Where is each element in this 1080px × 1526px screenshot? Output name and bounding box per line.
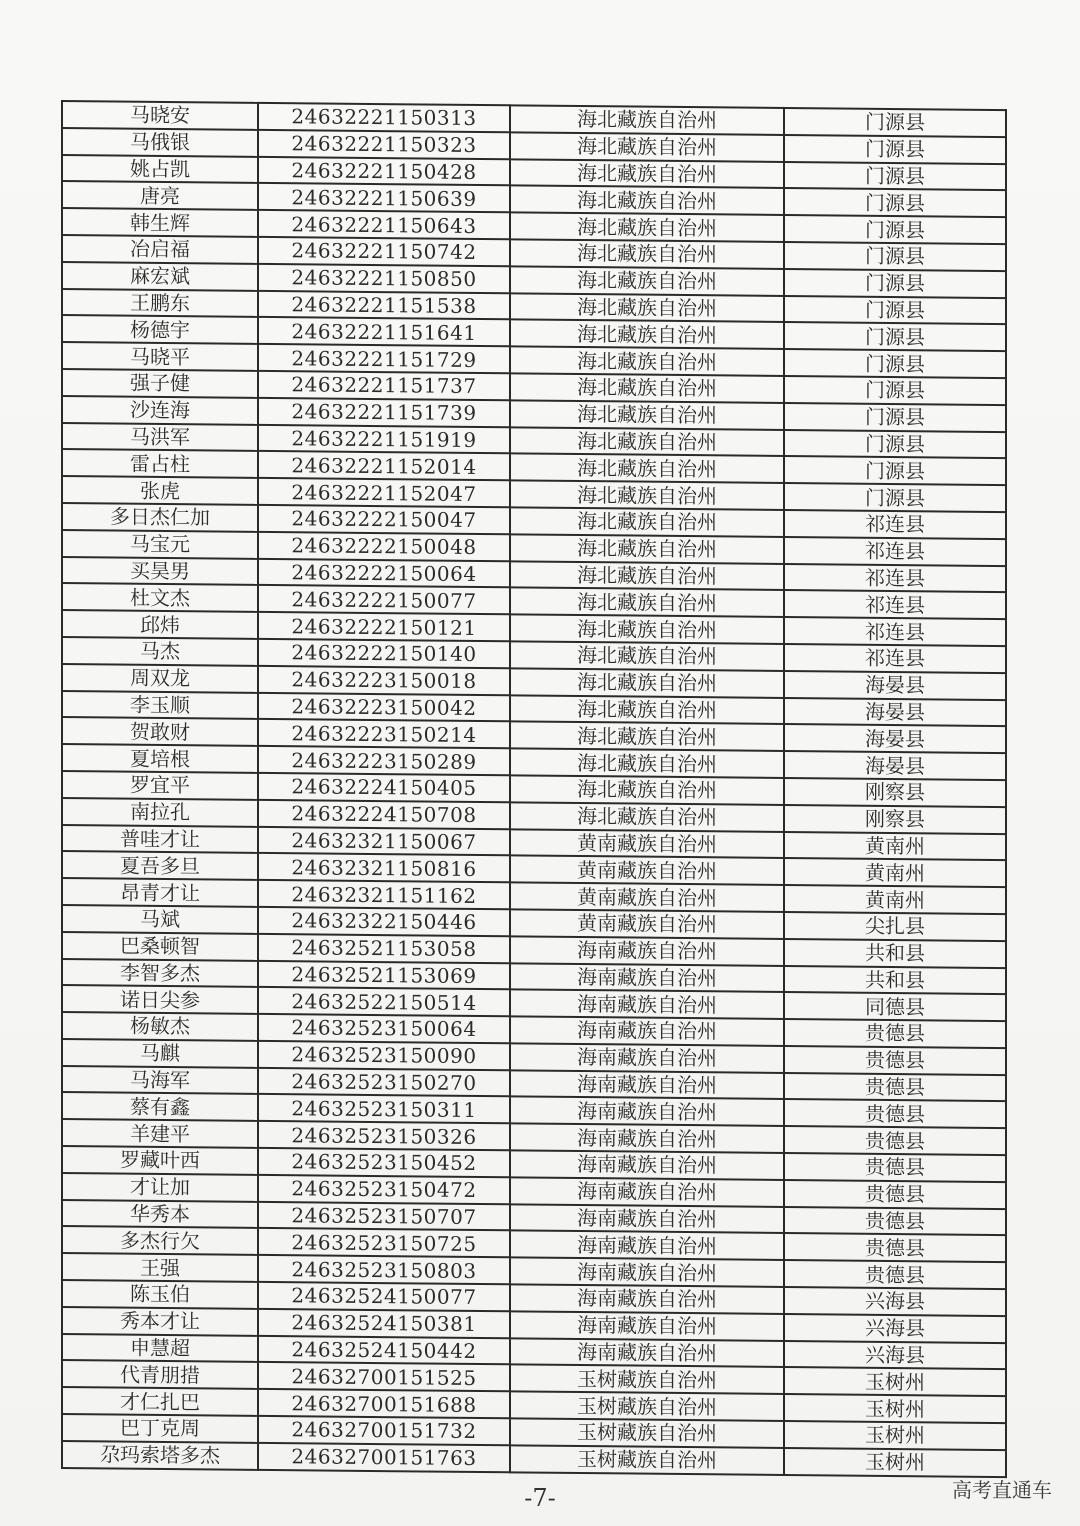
exam-id-cell: 24632523150452 xyxy=(258,1148,510,1177)
prefecture-cell: 玉树藏族自治州 xyxy=(510,1418,784,1447)
exam-id-cell: 24632522150514 xyxy=(258,987,510,1016)
name-cell: 才让加 xyxy=(62,1173,258,1202)
exam-id-cell: 24632222150121 xyxy=(258,612,510,641)
prefecture-cell: 海南藏族自治州 xyxy=(510,1338,784,1367)
exam-id-cell: 24632523150270 xyxy=(258,1068,510,1097)
county-cell: 玉树州 xyxy=(784,1367,1006,1396)
exam-id-cell: 24632221151737 xyxy=(258,371,510,400)
prefecture-cell: 海北藏族自治州 xyxy=(510,507,784,536)
county-cell: 祁连县 xyxy=(784,537,1006,566)
name-cell: 多杰行欠 xyxy=(62,1226,258,1255)
prefecture-cell: 海北藏族自治州 xyxy=(510,373,784,402)
exam-id-cell: 24632523150311 xyxy=(258,1094,510,1123)
name-cell: 沙连海 xyxy=(62,396,258,425)
exam-id-cell: 24632523150472 xyxy=(258,1175,510,1204)
name-cell: 普哇才让 xyxy=(62,825,258,854)
county-cell: 贵德县 xyxy=(784,1260,1006,1289)
exam-id-cell: 24632524150077 xyxy=(258,1282,510,1311)
county-cell: 门源县 xyxy=(784,215,1006,244)
watermark: 高考直通车 xyxy=(952,1478,1052,1502)
prefecture-cell: 海南藏族自治州 xyxy=(510,963,784,992)
county-cell: 共和县 xyxy=(784,965,1006,994)
name-cell: 昂青才让 xyxy=(62,878,258,907)
exam-id-cell: 24632523150803 xyxy=(258,1255,510,1284)
prefecture-cell: 海南藏族自治州 xyxy=(510,1284,784,1313)
name-cell: 买昊男 xyxy=(62,557,258,586)
county-cell: 海晏县 xyxy=(784,671,1006,700)
prefecture-cell: 海南藏族自治州 xyxy=(510,1070,784,1099)
exam-id-cell: 24632223150214 xyxy=(258,719,510,748)
name-cell: 尕玛索塔多杰 xyxy=(62,1441,258,1470)
name-cell: 韩生辉 xyxy=(62,208,258,237)
county-cell: 海晏县 xyxy=(784,751,1006,780)
prefecture-cell: 海南藏族自治州 xyxy=(510,936,784,965)
exam-id-cell: 24632524150442 xyxy=(258,1336,510,1365)
prefecture-cell: 海南藏族自治州 xyxy=(510,1043,784,1072)
exam-id-cell: 24632222150064 xyxy=(258,558,510,587)
county-cell: 海晏县 xyxy=(784,697,1006,726)
county-cell: 兴海县 xyxy=(784,1314,1006,1343)
county-cell: 贵德县 xyxy=(784,1207,1006,1236)
name-cell: 马海军 xyxy=(62,1066,258,1095)
name-cell: 罗藏叶西 xyxy=(62,1146,258,1175)
prefecture-cell: 海北藏族自治州 xyxy=(510,239,784,268)
name-cell: 马俄银 xyxy=(62,128,258,157)
prefecture-cell: 海南藏族自治州 xyxy=(510,1124,784,1153)
roster-body xyxy=(62,101,1006,1477)
exam-id-cell: 24632523150707 xyxy=(258,1202,510,1231)
name-cell: 才仁扎巴 xyxy=(62,1387,258,1416)
name-cell: 冶启福 xyxy=(62,235,258,264)
county-cell: 贵德县 xyxy=(784,1019,1006,1048)
name-cell: 邱炜 xyxy=(62,610,258,639)
name-cell: 羊建平 xyxy=(62,1119,258,1148)
county-cell: 门源县 xyxy=(784,322,1006,351)
county-cell: 刚察县 xyxy=(784,778,1006,807)
county-cell: 刚察县 xyxy=(784,805,1006,834)
prefecture-cell: 海北藏族自治州 xyxy=(510,159,784,188)
exam-id-cell: 24632221151641 xyxy=(258,317,510,346)
county-cell: 贵德县 xyxy=(784,1073,1006,1102)
exam-id-cell: 24632321150067 xyxy=(258,826,510,855)
prefecture-cell: 海南藏族自治州 xyxy=(510,1311,784,1340)
name-cell: 罗宜平 xyxy=(62,771,258,800)
exam-id-cell: 24632321151162 xyxy=(258,880,510,909)
name-cell: 姚占凯 xyxy=(62,155,258,184)
county-cell: 门源县 xyxy=(784,403,1006,432)
county-cell: 海晏县 xyxy=(784,724,1006,753)
exam-id-cell: 24632221150742 xyxy=(258,237,510,266)
exam-id-cell: 24632700151732 xyxy=(258,1416,510,1445)
prefecture-cell: 海北藏族自治州 xyxy=(510,561,784,590)
prefecture-cell: 海南藏族自治州 xyxy=(510,1177,784,1206)
prefecture-cell: 海北藏族自治州 xyxy=(510,775,784,804)
prefecture-cell: 海北藏族自治州 xyxy=(510,427,784,456)
name-cell: 蔡有鑫 xyxy=(62,1092,258,1121)
name-cell: 马晓平 xyxy=(62,342,258,371)
exam-id-cell: 24632223150018 xyxy=(258,666,510,695)
exam-id-cell: 24632222150077 xyxy=(258,585,510,614)
county-cell: 兴海县 xyxy=(784,1341,1006,1370)
name-cell: 华秀本 xyxy=(62,1200,258,1229)
name-cell: 强子健 xyxy=(62,369,258,398)
exam-id-cell: 24632224150708 xyxy=(258,800,510,829)
exam-id-cell: 24632221150643 xyxy=(258,210,510,239)
prefecture-cell: 海北藏族自治州 xyxy=(510,293,784,322)
exam-id-cell: 24632521153069 xyxy=(258,960,510,989)
name-cell: 贺敢财 xyxy=(62,717,258,746)
county-cell: 尖扎县 xyxy=(784,912,1006,941)
name-cell: 麻宏斌 xyxy=(62,262,258,291)
county-cell: 同德县 xyxy=(784,992,1006,1021)
page-number: -7- xyxy=(524,1484,556,1512)
prefecture-cell: 海北藏族自治州 xyxy=(510,534,784,563)
name-cell: 周双龙 xyxy=(62,664,258,693)
name-cell: 马宝元 xyxy=(62,530,258,559)
county-cell: 门源县 xyxy=(784,456,1006,485)
county-cell: 门源县 xyxy=(784,162,1006,191)
county-cell: 门源县 xyxy=(784,430,1006,459)
prefecture-cell: 海北藏族自治州 xyxy=(510,748,784,777)
exam-id-cell: 24632222150047 xyxy=(258,505,510,534)
name-cell: 马麒 xyxy=(62,1039,258,1068)
exam-id-cell: 24632221151538 xyxy=(258,290,510,319)
prefecture-cell: 海北藏族自治州 xyxy=(510,132,784,161)
prefecture-cell: 海北藏族自治州 xyxy=(510,212,784,241)
exam-id-cell: 24632322150446 xyxy=(258,907,510,936)
name-cell: 马洪军 xyxy=(62,423,258,452)
county-cell: 玉树州 xyxy=(784,1448,1006,1477)
prefecture-cell: 玉树藏族自治州 xyxy=(510,1365,784,1394)
county-cell: 玉树州 xyxy=(784,1394,1006,1423)
county-cell: 门源县 xyxy=(784,135,1006,164)
exam-id-cell: 24632221152014 xyxy=(258,451,510,480)
prefecture-cell: 海北藏族自治州 xyxy=(510,641,784,670)
county-cell: 门源县 xyxy=(784,188,1006,217)
county-cell: 玉树州 xyxy=(784,1421,1006,1450)
prefecture-cell: 黄南藏族自治州 xyxy=(510,856,784,885)
name-cell: 申慧超 xyxy=(62,1334,258,1363)
exam-id-cell: 24632523150064 xyxy=(258,1014,510,1043)
county-cell: 黄南州 xyxy=(784,885,1006,914)
exam-id-cell: 24632221150313 xyxy=(258,103,510,132)
prefecture-cell: 黄南藏族自治州 xyxy=(510,882,784,911)
prefecture-cell: 海南藏族自治州 xyxy=(510,1150,784,1179)
exam-id-cell: 24632221151739 xyxy=(258,398,510,427)
name-cell: 多日杰仁加 xyxy=(62,503,258,532)
exam-id-cell: 24632521153058 xyxy=(258,934,510,963)
prefecture-cell: 海北藏族自治州 xyxy=(510,400,784,429)
county-cell: 祁连县 xyxy=(784,590,1006,619)
prefecture-cell: 海南藏族自治州 xyxy=(510,1204,784,1233)
prefecture-cell: 海南藏族自治州 xyxy=(510,1016,784,1045)
exam-id-cell: 24632700151763 xyxy=(258,1443,510,1472)
prefecture-cell: 海南藏族自治州 xyxy=(510,1097,784,1126)
county-cell: 祁连县 xyxy=(784,563,1006,592)
prefecture-cell: 海北藏族自治州 xyxy=(510,454,784,483)
county-cell: 贵德县 xyxy=(784,1126,1006,1155)
exam-id-cell: 24632223150042 xyxy=(258,692,510,721)
prefecture-cell: 海北藏族自治州 xyxy=(510,266,784,295)
county-cell: 祁连县 xyxy=(784,644,1006,673)
name-cell: 诺日尖参 xyxy=(62,985,258,1014)
exam-id-cell: 24632221150323 xyxy=(258,130,510,159)
county-cell: 贵德县 xyxy=(784,1180,1006,1209)
name-cell: 王鹏东 xyxy=(62,289,258,318)
prefecture-cell: 海北藏族自治州 xyxy=(510,346,784,375)
name-cell: 南拉孔 xyxy=(62,798,258,827)
prefecture-cell: 海南藏族自治州 xyxy=(510,990,784,1019)
county-cell: 祁连县 xyxy=(784,510,1006,539)
exam-id-cell: 24632222150048 xyxy=(258,532,510,561)
name-cell: 张虎 xyxy=(62,476,258,505)
name-cell: 杨德宇 xyxy=(62,315,258,344)
exam-id-cell: 24632523150725 xyxy=(258,1228,510,1257)
name-cell: 代青朋措 xyxy=(62,1360,258,1389)
exam-id-cell: 24632221150639 xyxy=(258,183,510,212)
name-cell: 李玉顺 xyxy=(62,691,258,720)
prefecture-cell: 海北藏族自治州 xyxy=(510,695,784,724)
name-cell: 马晓安 xyxy=(62,101,258,130)
name-cell: 雷占柱 xyxy=(62,449,258,478)
county-cell: 共和县 xyxy=(784,939,1006,968)
exam-id-cell: 24632700151688 xyxy=(258,1389,510,1418)
prefecture-cell: 玉树藏族自治州 xyxy=(510,1392,784,1421)
county-cell: 门源县 xyxy=(784,349,1006,378)
county-cell: 贵德县 xyxy=(784,1046,1006,1075)
exam-id-cell: 24632523150326 xyxy=(258,1121,510,1150)
prefecture-cell: 海北藏族自治州 xyxy=(510,668,784,697)
name-cell: 巴桑顿智 xyxy=(62,932,258,961)
prefecture-cell: 玉树藏族自治州 xyxy=(510,1445,784,1474)
prefecture-cell: 海北藏族自治州 xyxy=(510,480,784,509)
name-cell: 唐亮 xyxy=(62,181,258,210)
prefecture-cell: 海北藏族自治州 xyxy=(510,614,784,643)
county-cell: 门源县 xyxy=(784,269,1006,298)
county-cell: 兴海县 xyxy=(784,1287,1006,1316)
prefecture-cell: 海南藏族自治州 xyxy=(510,1258,784,1287)
exam-id-cell: 24632221151919 xyxy=(258,424,510,453)
county-cell: 黄南州 xyxy=(784,858,1006,887)
name-cell: 秀本才让 xyxy=(62,1307,258,1336)
name-cell: 马斌 xyxy=(62,905,258,934)
name-cell: 夏吾多旦 xyxy=(62,851,258,880)
exam-id-cell: 24632223150289 xyxy=(258,746,510,775)
county-cell: 门源县 xyxy=(784,483,1006,512)
county-cell: 贵德县 xyxy=(784,1099,1006,1128)
name-cell: 杜文杰 xyxy=(62,583,258,612)
roster-table xyxy=(61,100,1007,1478)
prefecture-cell: 海北藏族自治州 xyxy=(510,722,784,751)
exam-id-cell: 24632222150140 xyxy=(258,639,510,668)
county-cell: 门源县 xyxy=(784,376,1006,405)
exam-id-cell: 24632224150405 xyxy=(258,773,510,802)
prefecture-cell: 海北藏族自治州 xyxy=(510,105,784,134)
prefecture-cell: 海北藏族自治州 xyxy=(510,186,784,215)
county-cell: 门源县 xyxy=(784,108,1006,137)
exam-id-cell: 24632523150090 xyxy=(258,1041,510,1070)
name-cell: 李智多杰 xyxy=(62,959,258,988)
county-cell: 门源县 xyxy=(784,296,1006,325)
prefecture-cell: 海北藏族自治州 xyxy=(510,802,784,831)
name-cell: 王强 xyxy=(62,1253,258,1282)
exam-id-cell: 24632221150850 xyxy=(258,264,510,293)
prefecture-cell: 黄南藏族自治州 xyxy=(510,829,784,858)
exam-id-cell: 24632700151525 xyxy=(258,1362,510,1391)
exam-id-cell: 24632221150428 xyxy=(258,156,510,185)
exam-id-cell: 24632524150381 xyxy=(258,1309,510,1338)
name-cell: 杨敏杰 xyxy=(62,1012,258,1041)
county-cell: 贵德县 xyxy=(784,1153,1006,1182)
name-cell: 陈玉伯 xyxy=(62,1280,258,1309)
prefecture-cell: 海南藏族自治州 xyxy=(510,1231,784,1260)
name-cell: 马杰 xyxy=(62,637,258,666)
county-cell: 门源县 xyxy=(784,242,1006,271)
name-cell: 夏培根 xyxy=(62,744,258,773)
prefecture-cell: 海北藏族自治州 xyxy=(510,588,784,617)
exam-id-cell: 24632221152047 xyxy=(258,478,510,507)
county-cell: 黄南州 xyxy=(784,831,1006,860)
county-cell: 祁连县 xyxy=(784,617,1006,646)
exam-id-cell: 24632321150816 xyxy=(258,853,510,882)
prefecture-cell: 海北藏族自治州 xyxy=(510,320,784,349)
county-cell: 贵德县 xyxy=(784,1233,1006,1262)
exam-id-cell: 24632221151729 xyxy=(258,344,510,373)
prefecture-cell: 黄南藏族自治州 xyxy=(510,909,784,938)
name-cell: 巴丁克周 xyxy=(62,1414,258,1443)
